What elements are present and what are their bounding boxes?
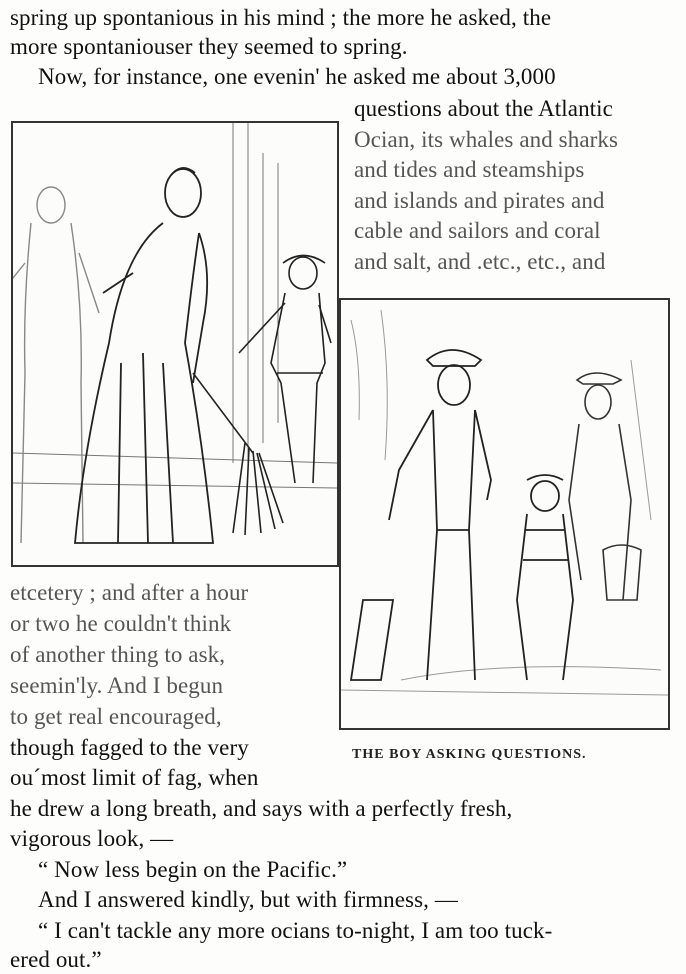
left-col-line-6: though fagged to the very [10,735,249,760]
illustration-men-and-boy [339,298,670,730]
left-col-line-1: etcetery ; and after a hour [10,580,249,605]
right-col-line-2: Ocian, its whales and sharks [354,127,619,152]
quote-line-1: “ Now less begin on the Pacific.” [38,857,348,882]
right-col-line-1: questions about the Atlantic [354,96,613,121]
right-col-line-5: cable and sailors and coral [354,218,601,243]
men-and-boy-drawing [341,300,668,728]
illustration-caption: THE BOY ASKING QUESTIONS. [352,747,587,762]
text-line-3: Now, for instance, one evenin' he asked me about 3,000 [38,64,556,89]
illustration-woman-sweeping [11,121,339,567]
left-col-line-7: ou´most limit of fag, when [10,765,259,790]
answer-line: And I answered kindly, but with firmness, — [38,887,458,912]
quote-line-2a: “ I can't tackle any more ocians to-night, I am too tuck- [38,918,553,943]
quote-line-2b: ered out.” [10,947,102,972]
right-col-line-3: and tides and steamships [354,157,585,182]
right-col-line-4: and islands and pirates and [354,188,605,213]
right-col-line-6: and salt, and .etc., etc., and [354,249,606,274]
sweeping-scene-drawing [13,123,337,565]
text-line-after-2: vigorous look, — [10,826,174,851]
text-line-after-1: he drew a long breath, and says with a perfectly fresh, [10,796,513,821]
left-col-line-3: of another thing to ask, [10,642,226,667]
left-col-line-4: seemin'ly. And I begun [10,673,224,698]
left-col-line-5: to get real encouraged, [10,704,222,729]
text-line-1: spring up spontanious in his mind ; the more he asked, the [10,5,552,30]
left-col-line-2: or two he couldn't think [10,611,232,636]
text-line-2: more spontaniouser they seemed to spring. [10,34,408,59]
